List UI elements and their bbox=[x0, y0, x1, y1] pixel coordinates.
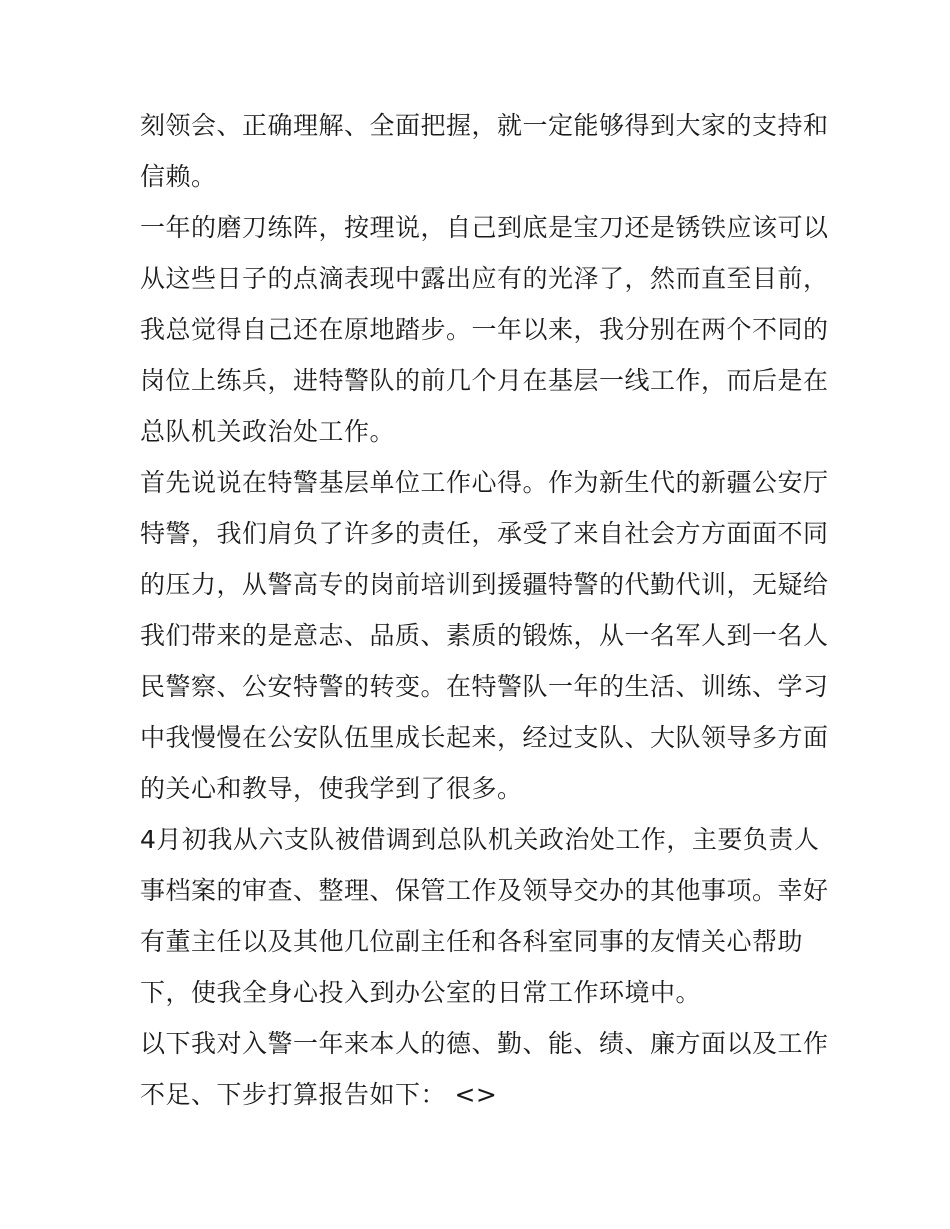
text-line: 从这些日子的点滴表现中露出应有的光泽了，然而直至目前， bbox=[140, 264, 829, 293]
text-line: 特警，我们肩负了许多的责任，承受了来自社会方方面面不同 bbox=[140, 519, 829, 548]
text-line: 一年的磨刀练阵，按理说，自己到底是宝刀还是锈铁应该可以 bbox=[140, 213, 829, 242]
text-line: 不足、下步打算报告如下： <> bbox=[140, 1080, 498, 1109]
text-line: 岗位上练兵，进特警队的前几个月在基层一线工作，而后是在 bbox=[140, 366, 829, 395]
text-line: 以下我对入警一年来本人的德、勤、能、绩、廉方面以及工作 bbox=[140, 1029, 829, 1058]
text-line: 下，使我全身心投入到办公室的日常工作环境中。 bbox=[140, 978, 702, 1007]
text-line: 首先说说在特警基层单位工作心得。作为新生代的新疆公安厅 bbox=[140, 468, 829, 497]
text-line: 事档案的审查、整理、保管工作及领导交办的其他事项。幸好 bbox=[140, 876, 829, 905]
text-line: 民警察、公安特警的转变。在特警队一年的生活、训练、学习 bbox=[140, 672, 829, 701]
text-line: 4月初我从六支队被借调到总队机关政治处工作，主要负责人 bbox=[140, 825, 820, 854]
text-line: 我总觉得自己还在原地踏步。一年以来，我分别在两个不同的 bbox=[140, 315, 829, 344]
text-line: 刻领会、正确理解、全面把握，就一定能够得到大家的支持和 bbox=[140, 111, 829, 140]
body-text bbox=[140, 100, 829, 1120]
text-line: 我们带来的是意志、品质、素质的锻炼，从一名军人到一名人 bbox=[140, 621, 829, 650]
text-line: 信赖。 bbox=[140, 162, 217, 191]
text-line: 有董主任以及其他几位副主任和各科室同事的友情关心帮助 bbox=[140, 927, 804, 956]
text-line: 总队机关政治处工作。 bbox=[140, 417, 396, 446]
text-line: 中我慢慢在公安队伍里成长起来，经过支队、大队领导多方面 bbox=[140, 723, 829, 752]
text-line: 的关心和教导，使我学到了很多。 bbox=[140, 774, 523, 803]
text-line: 的压力，从警高专的岗前培训到援疆特警的代勤代训，无疑给 bbox=[140, 570, 829, 599]
